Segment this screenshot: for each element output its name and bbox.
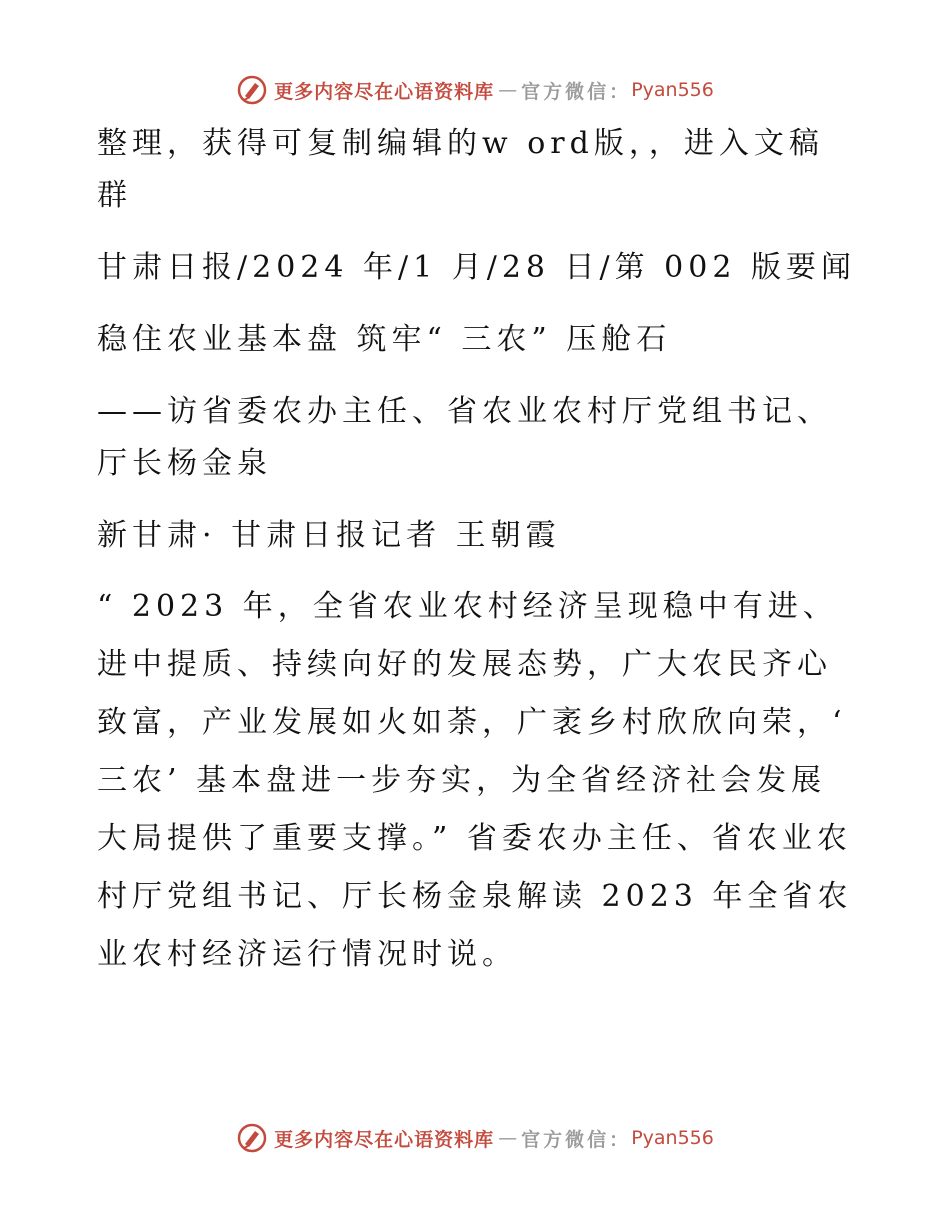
subheadline-line-1: ——访省委农办主任、省农业农村厅党组书记、	[97, 394, 832, 429]
watermark-wechat-id: Pyan556	[631, 1127, 714, 1149]
source-line: 甘肃日报/2024 年/1 月/28 日/第 002 版要闻	[97, 250, 856, 285]
subheadline-line-2: 厅长杨金泉	[97, 446, 272, 481]
headline: 稳住农业基本盘 筑牢“ 三农” 压舱石	[97, 322, 672, 357]
body-paragraph: “ 2023 年，全省农业农村经济呈现稳中有进、进中提质、持续向好的发展态势，广大农民齐心致富，产业发展如火如荼，广袤乡村欣欣向荣，‘ 三农’ 基本盘进一步夯实，为全省经济社会发展大局提供了重要支撑。” 省委农办主任、省农业农村厅党组书记、厅长杨金泉解读 2023 年全省农业农村经济运行情况时说。	[97, 589, 853, 972]
intro-line-2: 群	[97, 178, 132, 213]
header-watermark	[0, 70, 950, 110]
watermark-wechat-label: 官方微信：	[521, 80, 632, 103]
watermark-wechat-label: 官方微信：	[521, 1128, 632, 1151]
document-body	[97, 118, 857, 984]
watermark-wechat-id: Pyan556	[631, 79, 714, 101]
watermark-separator: —	[498, 1127, 518, 1149]
byline: 新甘肃· 甘肃日报记者 王朝霞	[97, 518, 561, 553]
watermark-slogan: 更多内容尽在心语资料库	[274, 1128, 495, 1151]
brand-logo-icon	[236, 1122, 268, 1154]
watermark-separator: —	[498, 79, 518, 101]
intro-line-1: 整理，获得可复制编辑的w ord版，，进入文稿	[97, 126, 824, 161]
footer-watermark	[0, 1118, 950, 1158]
watermark-slogan: 更多内容尽在心语资料库	[274, 80, 495, 103]
brand-logo-icon	[236, 74, 268, 106]
